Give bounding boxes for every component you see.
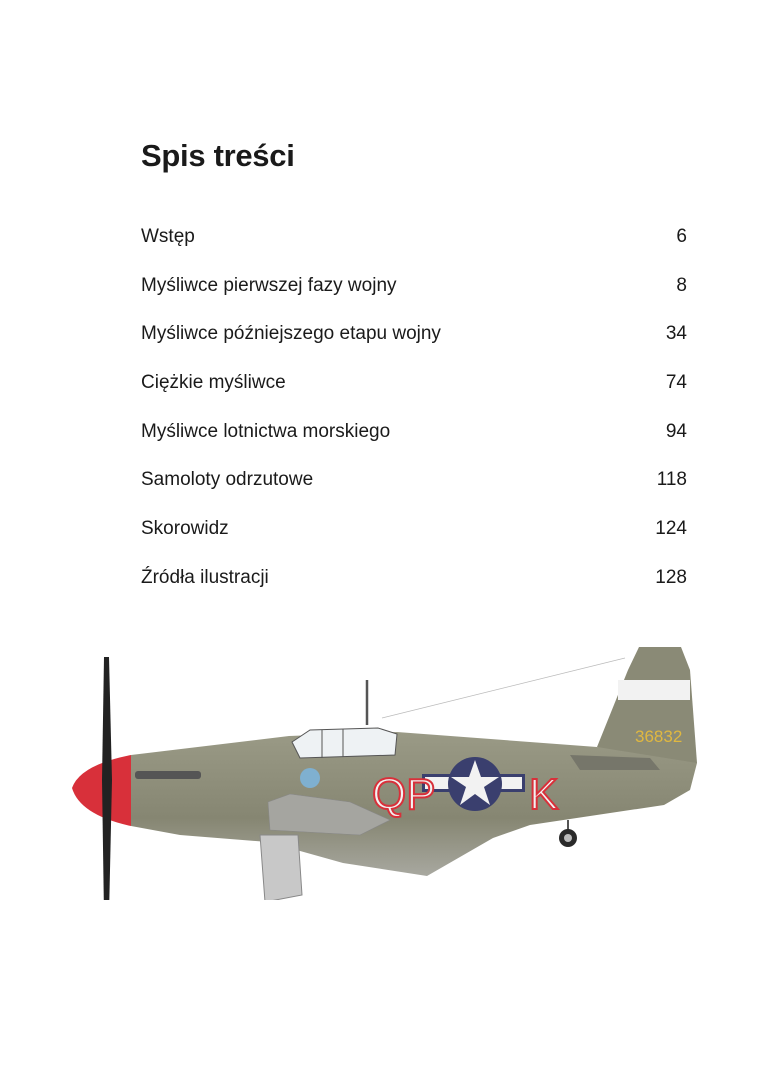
toc-entry-label: Skorowidz [141, 518, 229, 540]
toc-entry [141, 273, 687, 322]
toc-entry [141, 467, 687, 516]
toc-entry-page: 128 [655, 566, 687, 588]
toc-entry-page: 6 [676, 226, 687, 247]
antenna-wire [382, 658, 625, 718]
toc-entry-label: Myśliwce lotnictwa morskiego [141, 420, 391, 442]
toc-entry-page: 124 [655, 518, 687, 540]
toc-entry-label: Wstęp [141, 226, 195, 247]
canopy [292, 728, 397, 758]
toc-entry-label: Myśliwce późniejszego etapu wojny [141, 323, 441, 345]
toc-entry [141, 224, 687, 273]
nose-art [300, 768, 320, 788]
toc-entry-page: 94 [665, 420, 687, 442]
toc-entry-label: Ciężkie myśliwce [141, 372, 286, 394]
toc-entry-label: Myśliwce pierwszej fazy wojny [141, 274, 397, 296]
toc-entry [141, 321, 687, 370]
page-title: Spis treści [141, 138, 295, 173]
exhaust-stacks [135, 771, 201, 779]
toc-entry [141, 419, 687, 468]
serial-number: 36832 [635, 727, 683, 746]
toc-entry [141, 516, 687, 565]
code-letters-right: K [529, 770, 559, 819]
toc-entry-label: Samoloty odrzutowe [141, 469, 314, 491]
tail-stripe [618, 680, 690, 700]
toc-entry-label: Źródła ilustracji [141, 566, 269, 588]
propeller [102, 657, 112, 900]
nose-spinner [72, 755, 131, 826]
toc-entry-page: 8 [676, 274, 687, 296]
toc-entry-page: 34 [665, 323, 687, 345]
toc-entry [141, 565, 687, 614]
tail-wheel-hub [564, 834, 572, 842]
toc-entry-page: 74 [665, 372, 687, 394]
gear-door [260, 835, 302, 900]
code-letters-left: QP [372, 770, 436, 819]
toc-entry-page: 118 [656, 469, 687, 491]
fighter-plane-illustration [60, 630, 710, 900]
toc-entry [141, 370, 687, 419]
table-of-contents [141, 224, 687, 614]
